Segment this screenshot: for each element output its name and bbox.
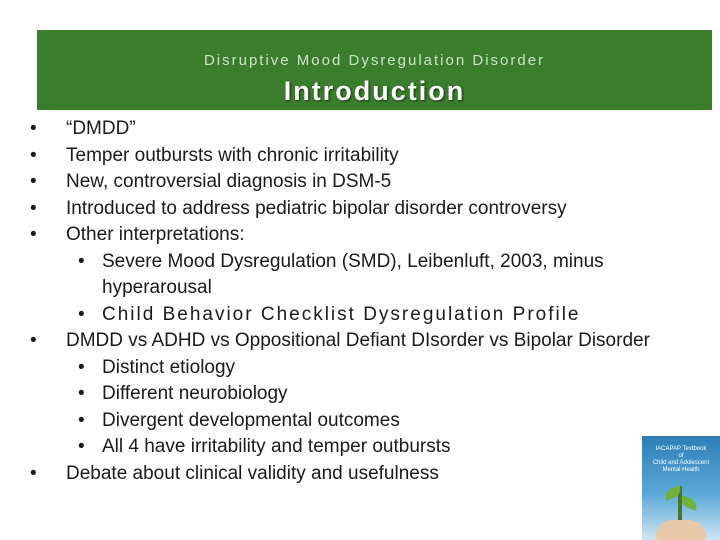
bullet-icon: • — [30, 330, 37, 351]
bullet-text: Other interpretations: — [66, 224, 245, 245]
sub-bullet-text: Severe Mood Dysregulation (SMD), Leibenluft, 2003, minus — [102, 250, 604, 272]
bullet-text: DMDD vs ADHD vs Oppositional Defiant DIsorder vs Bipolar Disorder — [66, 330, 650, 351]
bullet-icon: • — [30, 118, 37, 139]
bullet-icon: • — [30, 224, 37, 245]
bullet-item — [30, 222, 690, 249]
bullet-item — [30, 196, 690, 223]
bullet-item — [30, 169, 690, 196]
book-cover-image — [642, 436, 720, 540]
bullet-text: New, controversial diagnosis in DSM-5 — [66, 171, 392, 192]
sub-bullet-text: Distinct etiology — [102, 356, 236, 378]
bullet-icon: • — [30, 144, 37, 166]
bullet-item — [30, 461, 690, 488]
bullet-list — [30, 116, 690, 487]
bullet-icon: • — [30, 462, 37, 484]
bullet-item — [30, 116, 690, 143]
bullet-icon: • — [78, 356, 85, 378]
sub-bullet-item — [30, 434, 690, 461]
bullet-text: Temper outbursts with chronic irritability — [66, 144, 399, 166]
bullet-icon: • — [78, 436, 85, 457]
sub-bullet-item — [30, 355, 690, 382]
bullet-text: Debate about clinical validity and usefulness — [66, 462, 439, 484]
bullet-text: “DMDD” — [66, 118, 136, 139]
sub-bullet-item — [30, 249, 690, 276]
bullet-icon: • — [30, 197, 37, 219]
bullet-icon: • — [30, 171, 37, 192]
bullet-text: Introduced to address pediatric bipolar disorder controversy — [66, 197, 567, 219]
slide-title: Introduction — [283, 76, 466, 106]
bullet-icon: • — [78, 303, 85, 325]
sub-bullet-text: hyperarousal — [102, 277, 212, 298]
slide-header — [37, 30, 712, 110]
hand-icon — [656, 520, 706, 540]
bullet-icon: • — [78, 383, 85, 404]
bullet-icon: • — [78, 250, 85, 272]
sub-bullet-item — [30, 381, 690, 408]
sub-bullet-text: Divergent developmental outcomes — [102, 409, 400, 431]
bullet-item — [30, 328, 690, 355]
sub-bullet-text: All 4 have irritability and temper outbursts — [102, 436, 451, 457]
bullet-icon: • — [78, 409, 85, 431]
sub-bullet-text: Different neurobiology — [102, 383, 288, 404]
bullet-item — [30, 143, 690, 170]
sub-bullet-text: Child Behavior Checklist Dysregulation Profile — [102, 303, 581, 325]
sub-bullet-item — [30, 408, 690, 435]
sub-bullet-continuation — [30, 275, 690, 302]
sub-bullet-item — [30, 302, 690, 329]
slide-subtitle: Disruptive Mood Dysregulation Disorder — [203, 52, 546, 69]
book-title: IACAPAP Textbook of Child and Adolescent Mental Health — [652, 446, 710, 473]
